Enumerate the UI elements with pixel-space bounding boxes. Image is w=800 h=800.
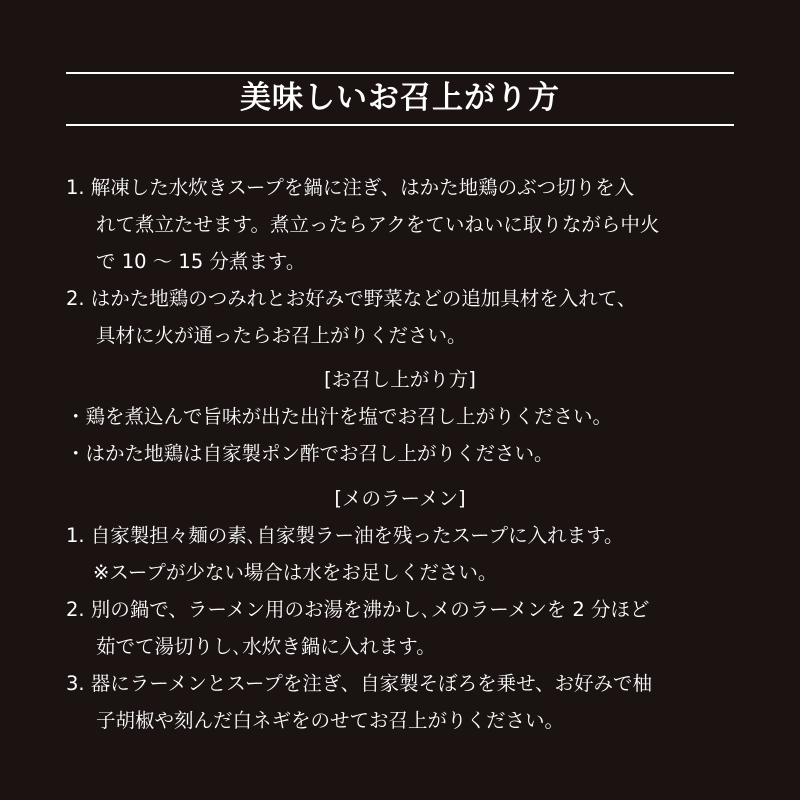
serving-item-2: ・はかた地鶏は自家製ポン酢でお召し上がりください。 bbox=[66, 442, 554, 465]
step-1-line-3: で 10 〜 15 分煮ます。 bbox=[96, 250, 306, 273]
step-1-line-1: 1. 解凍した水炊きスープを鍋に注ぎ、はかた地鶏のぶつ切りを入 bbox=[66, 176, 635, 199]
ramen-step-3-line-1: 3. 器にラーメンとスープを注ぎ、自家製そぼろを乗せ、お好みで柚 bbox=[66, 672, 653, 695]
ramen-step-2-line-2: 茹でて湯切りし､水炊き鍋に入れます。 bbox=[96, 635, 436, 658]
step-2-line-1: 2. はかた地鶏のつみれとお好みで野菜などの追加具材を入れて、 bbox=[66, 287, 637, 310]
page-title: 美味しいお召上がり方 bbox=[240, 80, 560, 116]
ramen-step-1-line-1: 1. 自家製担々麺の素､自家製ラー油を残ったスープに入れます。 bbox=[66, 524, 624, 547]
step-1-line-2: れて煮立たせます。煮立ったらアクをていねいに取りながら中火 bbox=[96, 213, 660, 236]
serving-item-1: ・鶏を煮込んで旨味が出た出汁を塩でお召し上がりください。 bbox=[66, 405, 613, 428]
ramen-heading: [メのラーメン] bbox=[334, 487, 466, 510]
step-2-line-2: 具材に火が通ったらお召上がりください。 bbox=[96, 324, 467, 347]
ramen-step-3-line-2: 子胡椒や刻んだ白ネギをのせてお召上がりください。 bbox=[96, 709, 565, 732]
serving-heading: [お召し上がり方] bbox=[324, 368, 476, 391]
ramen-step-1-note: ※スープが少ない場合は水をお足しください。 bbox=[93, 561, 498, 584]
title-rule-bottom bbox=[66, 124, 734, 126]
title-rule-top bbox=[66, 72, 734, 74]
ramen-step-2-line-1: 2. 別の鍋で、ラーメン用のお湯を沸かし､メのラーメンを 2 分ほど bbox=[66, 598, 650, 621]
